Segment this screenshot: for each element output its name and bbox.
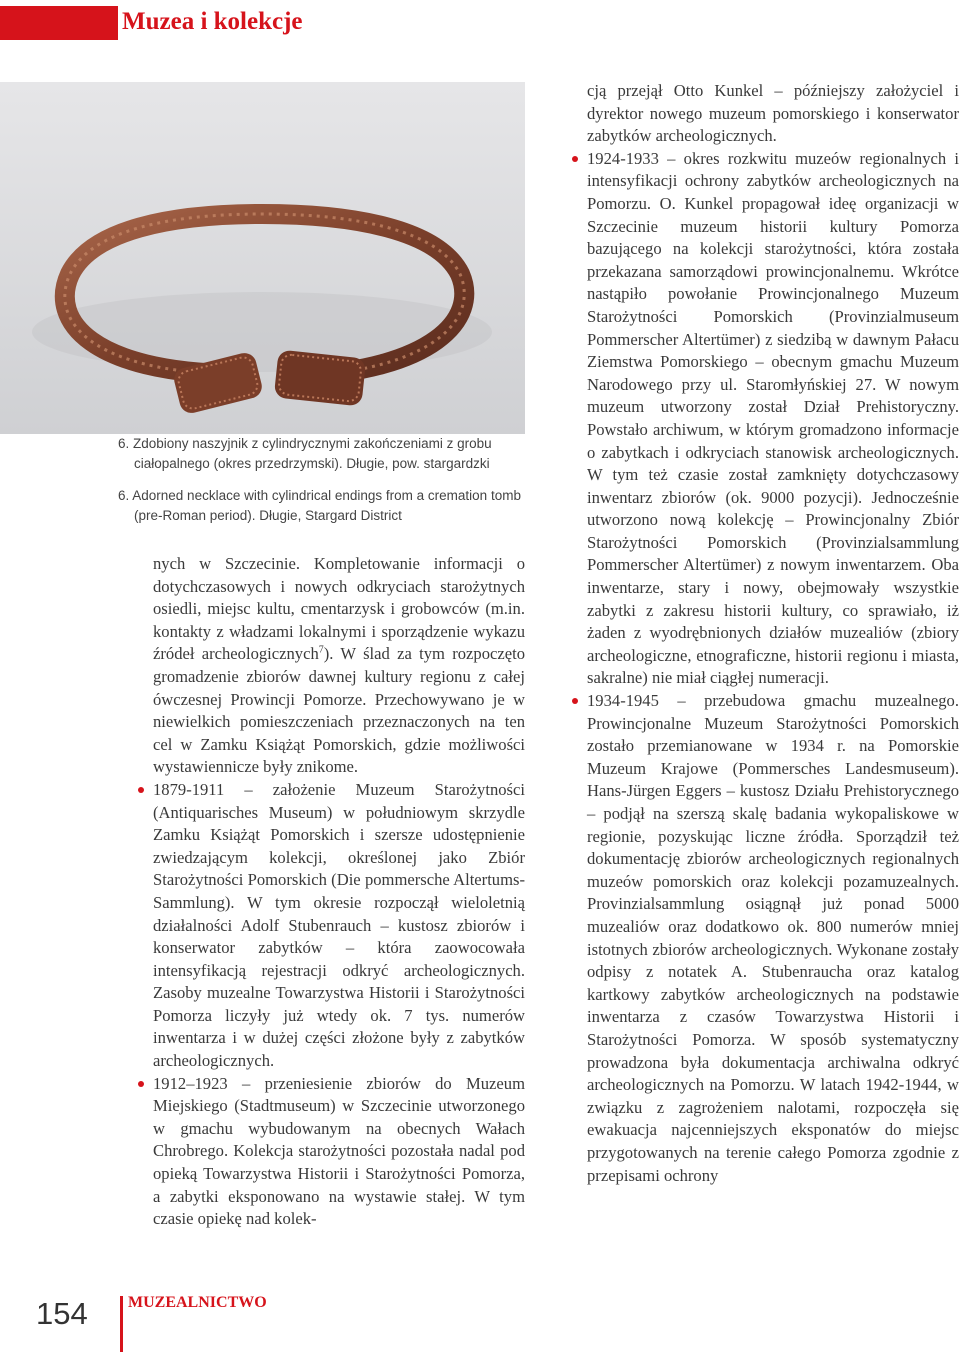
page-number: 154 [36,1296,88,1331]
intro-text: nych w Szczecinie. Kompletowanie informacji o dotychczasowych i nowych odkryciach starożytnych osiedli, miejsc kultu, cmentarzysk i grobowców (m.in. kontakty z władzami lokalnymi i sporządzenie wykazu źródeł archeologicznych [153,554,525,664]
footnote-ref: 7 [318,644,324,656]
intro-tail: ). W ślad za tym rozpoczęto gromadzenie zbiorów dawnej kultury regionu z całej ówczesnej Prowincji Pomorze. Przechowywano je w niewielkich pomieszczeniach przeznaczonych na ten cel w Zamku Książąt Pomorskich, gdzie możliwości wystawiennicze były znikome. [153,644,525,777]
journal-name: MUZEALNICTWO [128,1294,267,1311]
necklace-photo [0,82,525,434]
caption-text: 6. Zdobiony naszyjnik z cylindrycznymi zakończeniami z grobu ciałopalnego (okres przedrzymski). Długie, pow. stargardzki [118,436,492,471]
bullet-1934-1945: 1934-1945 – przebudowa gmachu muzealnego. Prowincjonalne Muzeum Starożytności Pomorskich zostało przemianowane w 1934 r. na Pomorskie Muzeum Krajowe (Pommersches Landesmuseum). Hans-Jürgen Eggers – kustosz Działu Prehistorycznego – podjął na szerszą skalę badania wykopaliskowe w regionie, pozyskując liczne źródła. Sporządził też dokumentację zbiorów archeologicznych regionalnych muzeów pomorskich oraz kolekcji pozamuzealnych. Provinzialsammlung osiągnął już ponad 5000 muzealiów oraz dodatkowo ok. 800 numerów mniej istotnych zbiorów archeologicznych. Wykonane zostały odpisy z notatek A. Stubenraucha oraz katalog kartkowy zabytków archeologicznych na podstawie inwentarza z czasów Towarzystwa Historii i Starożytności Pomorza. W sposób systematyczny prowadzona była dokumentacja archiwalna odkryć archeologicznych na Pomorzu. W latach 1942-1944, w związku z zagrożeniem nalotami, rozpoczęła się ewakuacja najcenniejszych eksponatów do miejsc przygotowanych na terenie całego Pomorza zgodnie z przepisami ochrony [587,690,959,1187]
bronze-necklace-photo-icon [0,82,525,434]
section-title: Muzea i kolekcje [122,8,303,35]
intro-paragraph [153,553,525,779]
footer-divider [120,1296,123,1352]
continued-paragraph: cją przejął Otto Kunkel – późniejszy założyciel i dyrektor nowego muzeum pomorskiego i konserwator zabytków archeologicznych. [587,81,959,146]
bullet-1924-1933: 1924-1933 – okres rozkwitu muzeów regionalnych i intensyfikacji ochrony zabytków archeologicznych na Pomorzu. O. Kunkel propagował ideę organizacji w Szczecinie muzeum historii kultury Pomorza bazującego na kolekcji starożytności, która została przekazana samorządowi prowincjonalnemu. Wkrótce nastąpiło powołanie Prowincjonalnego Muzeum Starożytności Pomorskich (Provinzialmuseum Pommerscher Altertümer) z siedzibą w dawnym Pałacu Ziemstwa Pomorskiego – obecnym gmachu Muzeum Narodowego przy ul. Staromłyńskiej 27. W nowym muzeum utworzony został Dział Prehistoryczny. Powstało archiwum, w którym gromadzono informacje o zabytkach i odkryciach stanowisk archeologicznych. W tym też czasie został zamknięty dotychczasowy inwentarz zbiorów (ok. 9000 pozycji). Jednocześnie utworzono nową kolekcję – Prowincjonalny Zbiór Starożytności Pomorskich (Provinzialsammlung Pommerscher Altertümer) z nowym inwentarzem. Oba inwentarze, stary i nowy, obejmowały wszystkie zabytki z zakresu historii kultury, co sprawiało, iż żaden z wyodrębnionych działów muzealiów (zbiory archeologiczne, etnograficzne, historii regionu i miasta, sakralne) nie miał ciągłej numeracji. [587,148,959,690]
caption-text: 6. Adorned necklace with cylindrical endings from a cremation tomb (pre-Roman period). Długie, Stargard District [118,488,521,523]
figure-caption-english [118,486,528,526]
header-accent-bar [0,6,118,40]
right-text-column [587,80,959,1187]
figure-caption-polish [118,434,528,474]
bullet-1879-1911: 1879-1911 – założenie Muzeum Starożytności (Antiquarisches Museum) w południowym skrzydle Zamku Książąt Pomorskich i szersze udostępnienie zwiedzającym kolekcji, określonej jako Zbiór Starożytności Pomorskich (Die pommersche Altertums-Sammlung). W tym okresie rozpoczął wieloletnią działalności Adolf Stubenrauch – kustosz zbiorów i konserwator zabytków – która zaowocowała intensyfikacją rejestracji odkryć archeologicznych. Zasoby muzealne Towarzystwa Historii i Starożytności Pomorza liczyły już wtedy ok. 7 tys. numerów inwentarza i w dużej części złożone były z zabytków archeologicznych. [153,779,525,1073]
left-text-column [153,553,525,1231]
bullet-1912-1923: 1912–1923 – przeniesienie zbiorów do Muzeum Miejskiego (Stadtmuseum) w Szczecinie utworzonego w gmachu wybudowanym na obecnych Wałach Chrobrego. Kolekcja starożytności pozostała nadal pod opieką Towarzystwa Historii i Starożytności Pomorza, a zabytki eksponowano na wystawie stałej. W tym czasie opiekę nad kolek- [153,1073,525,1231]
